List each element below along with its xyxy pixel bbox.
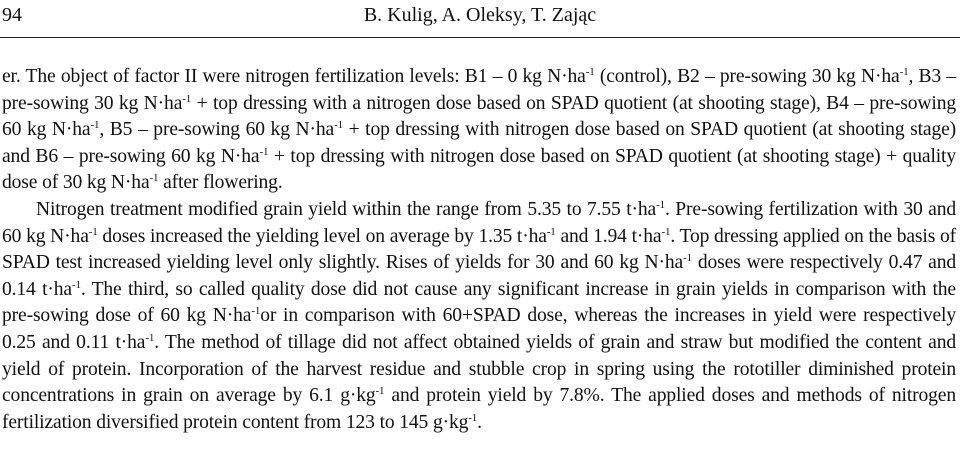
header-rule [0, 37, 960, 38]
body-text [2, 64, 956, 436]
page-number: 94 [2, 4, 22, 26]
page-header [0, 4, 960, 28]
paragraph-1: er. The object of factor II were nitrogen fertilization levels: B1 – 0 kg $N\cdot ha^{-1}$ (control), B2 – pre-sowing 30 kg $N\cdot ha^{-1}$, B3 – pre-sowing 30 kg $N\cdot ha^{-1}$ + top dressing with a nitrogen dose based on SPAD quotient (at shooting stage), B4 – pre-sowing 60 kg $N\cdot ha^{-1}$, B5 – pre-sowing 60 kg $N\cdot ha^{-1}$ + top dressing with nitrogen dose based on SPAD quotient (at shooting stage) and B6 – pre-sowing 60 kg $N\cdot ha^{-1}$ + top dressing with nitrogen dose based on SPAD quotient (at shooting stage) + quality dose of 30 kg $N\cdot ha^{-1}$ after flowering. [2, 66, 957, 194]
paragraph-2: Nitrogen treatment modified grain yield within the range from 5.35 to 7.55 $t\cdot ha^{-1}$. Pre-sowing fertilization with 30 and 60 kg $N\cdot ha^{-1}$ doses increased the yielding level on average by 1.35 $t\cdot ha^{-1}$ and 1.94 $t\cdot ha^{-1}$. Top dressing applied on the basis of SPAD test increased yielding level only slightly. Rises of yields for 30 and 60 kg $N\cdot ha^{-1}$ doses were respectively 0.47 and 0.14 $t\cdot ha^{-1}$. The third, so called quality dose did not cause any significant increase in grain yields in comparison with the pre-sowing dose of 60 kg $N\cdot ha^{-1}or$ in comparison with 60+SPAD dose, whereas the increases in yield were respectively 0.25 and 0.11 $t\cdot ha^{-1}$. The method of tillage did not affect obtained yields of grain and straw but modified the content and yield of protein. Incorporation of the harvest residue and stubble crop in spring using the rototiller diminished protein concentrations in grain on average by 6.1 $g\cdot kg^{-1}$ and protein yield by 7.8%. The applied doses and methods of nitrogen fertilization diversified protein content from 123 to 145 $g\cdot kg^{-1}$. [2, 198, 956, 433]
running-head-authors: B. Kulig, A. Oleksy, T. Zając [363, 4, 597, 26]
